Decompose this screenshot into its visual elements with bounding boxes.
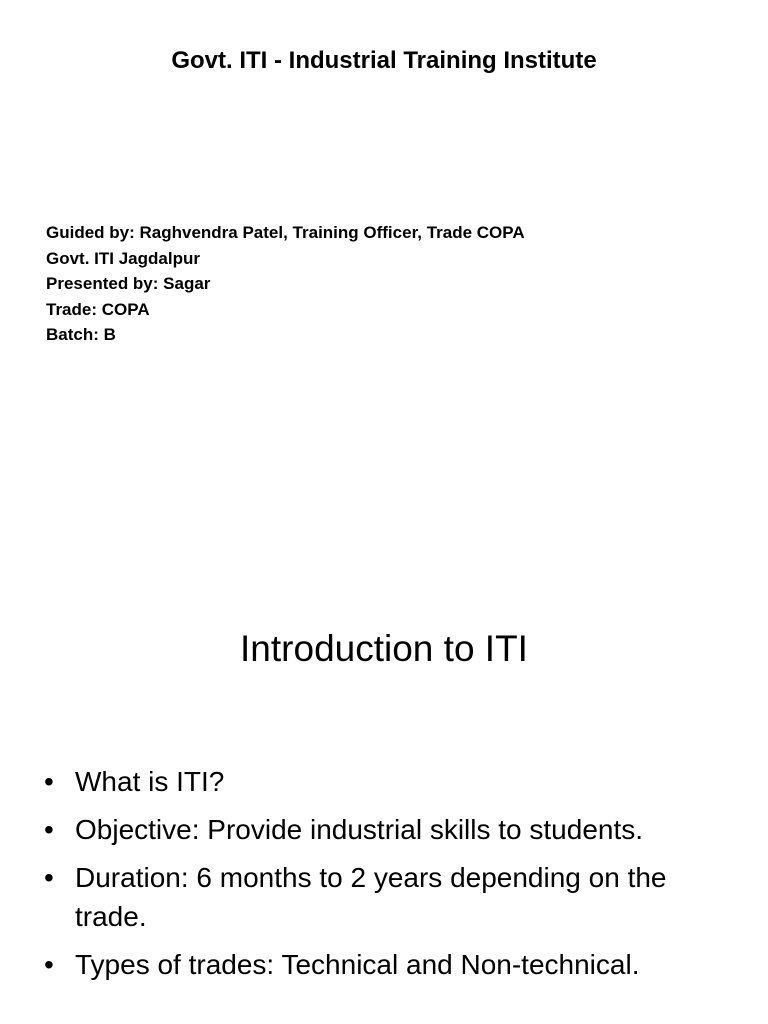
introduction-bullets: [44, 762, 734, 993]
bullet-text: Objective: Provide industrial skills to students.: [75, 814, 644, 845]
bullet-item: [44, 945, 734, 984]
bullet-icon: •: [44, 766, 54, 797]
presenter-info: [46, 220, 726, 348]
bullet-text: Duration: 6 months to 2 years depending on the trade.: [75, 862, 667, 932]
presented-by-line: Presented by: Sagar: [46, 274, 211, 294]
trade-line: Trade: COPA: [46, 299, 150, 319]
institute-line: Govt. ITI Jagdalpur: [46, 248, 200, 268]
bullet-item: [44, 858, 734, 936]
bullet-icon: •: [44, 862, 54, 893]
guided-by-line: Guided by: Raghvendra Patel, Training Officer, Trade COPA: [46, 223, 525, 242]
bullet-item: [44, 810, 734, 849]
bullet-icon: •: [44, 814, 54, 845]
slide-title-heading: Govt. ITI - Industrial Training Institute: [171, 47, 597, 74]
bullet-icon: •: [44, 949, 54, 980]
introduction-heading: Introduction to ITI: [240, 628, 528, 669]
bullet-item: [44, 762, 734, 801]
slide-introduction: [0, 512, 768, 1024]
bullet-text: What is ITI?: [75, 766, 225, 797]
bullet-text: Types of trades: Technical and Non-technical.: [75, 949, 640, 980]
batch-line: Batch: B: [46, 325, 116, 345]
